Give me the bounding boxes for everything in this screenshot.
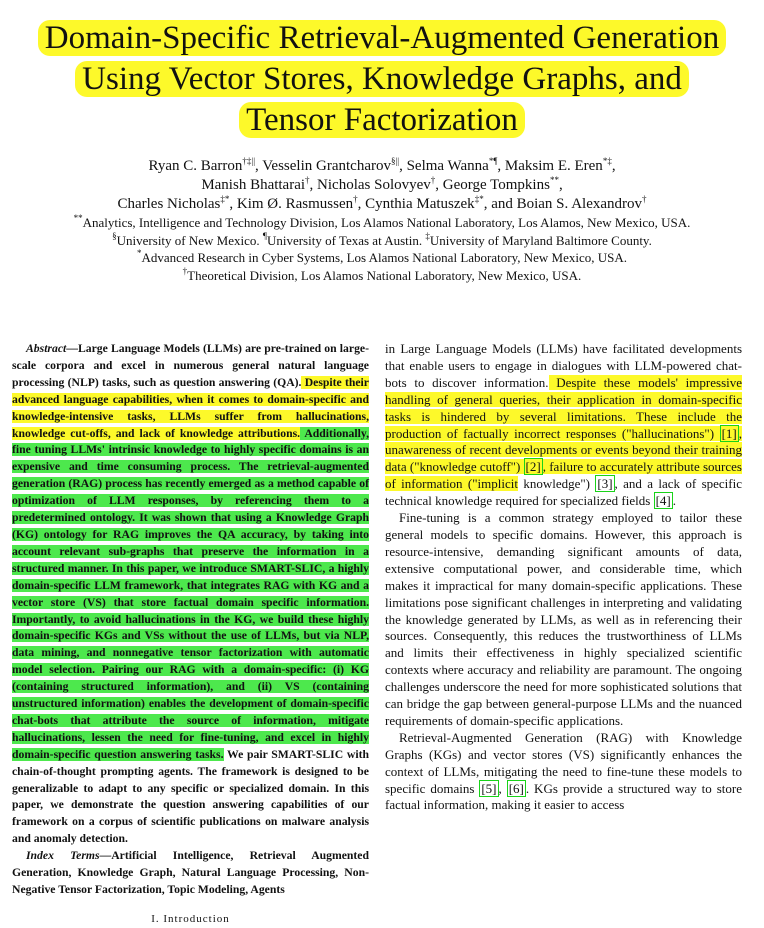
citation-link[interactable]: [4] — [655, 493, 671, 509]
citation-link[interactable]: [6] — [508, 780, 524, 796]
author-name: , Maksim E. Eren — [497, 158, 603, 174]
title-line-3: Tensor Factorization — [239, 102, 525, 138]
body-text: Retrieval-Augmented Generation (RAG) with Knowledge Graphs (KGs) and vector stores (VS) significantly enhances the context of LLMs, mitigating the need to fine-tune these models to specific domains — [385, 729, 742, 796]
paper-title — [0, 18, 764, 141]
affiliation-text: Theoretical Division, Los Alamos National Laboratory, New Mexico, USA. — [187, 267, 582, 283]
separator: , — [611, 158, 616, 174]
highlight-green: Additionally, fine tuning LLMs' intrinsic knowledge to highly specific domains is an expensive and time consuming process. The retrieval-augmented generation (RAG) process has recently emerged as a method capable of optimization of LLM responses, by referencing them to a predetermined ontology. It was shown that using a Knowledge Graph (KG) ontology for RAG improves the QA accuracy, by taking into account relevant sub-graphs that preserve the information in a structured manner. In this paper, we introduce SMART-SLIC, a highly domain-specific LLM framework, that integrates RAG with KG and a vector store (VS) that store factual domain specific information. Importantly, to avoid hallucinations in the KG, we build these highly domain-specific KGs and VSs without the use of LLMs, but via NLP, data mining, and nonnegative tensor factorization with automatic model selection. Pairing our RAG with a domain-specific: (i) KG (containing structured information), and (ii) VS (containing unstructured information) enables the development of domain-specific chat-bots that attribute the source of information, mitigate hallucinations, lessen the need for fine-tuning, and excel in highly domain-specific question answering tasks. — [12, 426, 369, 761]
author-name: , Nicholas Solovyev — [309, 177, 431, 193]
author-name: , Cynthia Matuszek — [357, 196, 475, 212]
citation-link[interactable]: [5] — [481, 780, 497, 796]
author-name: Manish Bhattarai — [201, 177, 306, 193]
body-text: . KGs provide a structured way to store factual information, making it easier to access — [385, 780, 742, 813]
author-list — [0, 157, 764, 214]
index-terms-label: Index Terms — [26, 849, 100, 863]
affiliation-text: Analytics, Intelligence and Technology Division, Los Alamos National Laboratory, Los Alamos, New Mexico, USA. — [82, 215, 691, 230]
body-text: . — [672, 493, 676, 509]
citation-link[interactable]: [3] — [597, 476, 613, 492]
left-column — [12, 341, 369, 928]
abstract-label: Abstract — [26, 342, 67, 355]
highlight-yellow: Despite their advanced language capabilities, when it comes to domain-specific and knowledge-intensive tasks, LLMs suffer from hallucinations, knowledge cut-offs, and lack of knowledge attributions. — [12, 375, 369, 440]
author-name: , George Tompkins — [435, 177, 550, 193]
affiliation-mark: ** — [73, 213, 83, 223]
affiliation-text: Advanced Research in Cyber Systems, Los Alamos National Laboratory, New Mexico, USA. — [141, 250, 627, 265]
intro-paragraph-2: Fine-tuning is a common strategy employed to tailor these general models to specific domains. However, this approach is resource-intensive, demanding significant amounts of data, extensive computational power, and considerable time, which makes it impractical for many domain-specific applications. These limitations pose significant challenges in interpreting and validating the knowledge generated by LLMs, as well as in referencing their sources. Consequently, this reduces the trustworthiness of LLMs and limits their effectiveness in highly specialized scientific contexts where accuracy and reliability are paramount. The ongoing challenges underscore the need for more sophisticated solutions that can bridge the gap between general-purpose LLMs and the nuanced requirements of domain-specific applications. — [385, 510, 742, 728]
affiliation-list — [0, 214, 764, 284]
body-text: in Large Language Models (LLMs) have facilitated developments that enable users to engage in dialogues with LLM-powered chat-bots to discover information. — [385, 341, 742, 390]
author-name: , Selma Wanna — [399, 158, 489, 174]
affiliation-mark: * — [137, 248, 142, 258]
affiliation-mark: *‡ — [602, 156, 612, 166]
author-line-1 — [0, 157, 764, 176]
title-line-1: Domain-Specific Retrieval-Augmented Generation — [38, 20, 726, 56]
affiliation-mark: † — [430, 175, 436, 185]
index-terms-text: —Artificial Intelligence, Retrieval Augmented Generation, Knowledge Graph, Natural Language Processing, Non-Negative Tensor Factorization, Topic Modeling, Agents — [12, 849, 369, 896]
highlight-yellow — [385, 375, 742, 491]
affiliation-mark: † — [642, 194, 647, 204]
author-name: , Vesselin Grantcharov — [255, 158, 391, 174]
abstract-text: We pair SMART-SLIC with chain-of-thought prompting agents. The framework is designed to be generalizable to adapt to any specific or specialized domain. In this paper, we demonstrate the question answering capabilities of our framework on a corpus of scientific publications on malware analysis and anomaly detection. — [12, 747, 369, 846]
affiliation-text: University of New Mexico. — [116, 232, 263, 248]
abstract-text: —Large Language Models (LLMs) are pre-trained on large-scale corpora and excel in numerous general natural language processing (NLP) tasks, such as question answering (QA). — [12, 342, 369, 389]
affiliation-mark: §|| — [390, 156, 400, 166]
author-name: , and Boian S. Alexandrov — [483, 196, 643, 212]
affiliation-mark: ** — [549, 175, 559, 185]
affiliation-mark: †‡|| — [242, 156, 256, 166]
affiliation-mark: † — [182, 265, 188, 276]
citation-link[interactable]: [1] — [721, 425, 737, 441]
author-name: Charles Nicholas — [117, 196, 221, 212]
abstract — [12, 341, 369, 848]
affiliation-line-2 — [0, 232, 764, 250]
body-text: , — [498, 780, 507, 796]
separator: , — [558, 177, 563, 193]
section-heading: I. Introduction — [151, 912, 230, 925]
affiliation-mark: ‡* — [474, 194, 484, 204]
author-name: Ryan C. Barron — [148, 158, 243, 174]
intro-paragraph-3 — [385, 730, 742, 815]
author-name: , Kim Ø. Rasmussen — [229, 196, 354, 212]
author-line-2 — [0, 176, 764, 195]
citation-link[interactable]: [2] — [525, 459, 541, 475]
affiliation-text: University of Texas at Austin. — [266, 232, 426, 248]
affiliation-mark: † — [353, 194, 358, 204]
affiliation-mark: ‡* — [220, 194, 230, 204]
right-column — [385, 341, 742, 814]
author-line-3 — [0, 195, 764, 214]
affiliation-line-3 — [0, 249, 764, 267]
affiliation-mark: ¶ — [262, 230, 267, 241]
body-text: Despite these models' impressive handling of general queries, their application in domain-specific tasks is hindered by several limitations. These include the production of factually incorrect responses ("hallucinations") — [385, 374, 743, 441]
body-text: , unawareness of recent developments or events beyond their training data ("knowledge cutoff") — [385, 425, 742, 475]
body-text: knowledge") — [517, 476, 596, 492]
affiliation-line-4 — [0, 267, 764, 285]
body-text: , failure to accurately attribute sources of information ("implicit — [385, 459, 742, 492]
affiliation-mark: § — [112, 230, 117, 241]
body-text: , and a lack of specific technical knowledge required for specialized fields — [385, 476, 742, 509]
affiliation-mark: *¶ — [488, 156, 498, 166]
affiliation-line-1 — [0, 214, 764, 232]
title-line-2: Using Vector Stores, Knowledge Graphs, and — [75, 61, 689, 97]
affiliation-text: University of Maryland Baltimore County. — [429, 232, 652, 248]
affiliation-mark: ‡ — [425, 230, 430, 241]
index-terms — [12, 848, 369, 899]
intro-paragraph-1 — [385, 341, 742, 510]
affiliation-mark: † — [305, 175, 310, 185]
